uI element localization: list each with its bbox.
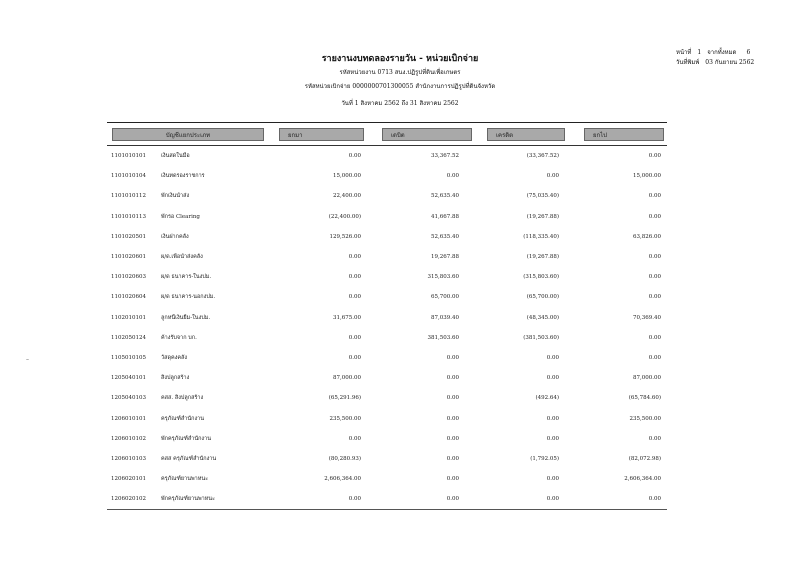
credit-value: 0.00 <box>546 435 559 442</box>
table-row <box>107 186 667 206</box>
table-row <box>107 408 667 428</box>
account-name: คสส. สิ่งปลูกสร้าง <box>161 395 204 402</box>
account-code: 1206010103 <box>111 455 146 462</box>
column-header-account: บัญชีแยกประเภท <box>112 128 264 141</box>
credit-value: 0.00 <box>546 354 559 361</box>
table-row <box>107 227 667 247</box>
account-name: พักครุภัณฑ์ยานพาหนะ <box>161 496 216 503</box>
table-row <box>107 469 667 489</box>
brought-forward-value: (80,280.93) <box>328 455 361 462</box>
table-row <box>107 429 667 449</box>
account-code: 1101020501 <box>111 233 146 240</box>
account-name: ลูกหนี้เงินยืม-ในงปม. <box>161 314 211 321</box>
brought-forward-value: 0.00 <box>348 354 361 361</box>
brought-forward-value: 0.00 <box>348 274 361 281</box>
debit-value: 19,267.88 <box>431 254 459 261</box>
carried-forward-value: 0.00 <box>648 496 661 503</box>
account-code: 1205040101 <box>111 375 146 382</box>
debit-value: 87,039.40 <box>431 314 459 321</box>
column-header-carried-forward: ยกไป <box>584 128 664 141</box>
credit-value: 0.00 <box>546 415 559 422</box>
brought-forward-value: 15,000.00 <box>333 173 361 180</box>
table-row <box>107 449 667 469</box>
debit-value: 52,635.40 <box>431 193 459 200</box>
account-code: 1101020603 <box>111 274 146 281</box>
account-code: 1206010101 <box>111 415 146 422</box>
account-code: 1105010105 <box>111 354 146 361</box>
carried-forward-value: 0.00 <box>648 193 661 200</box>
debit-value: 315,803.60 <box>427 274 459 281</box>
column-header-brought-forward: ยกมา <box>279 128 364 141</box>
column-header-debit: เดบิต <box>382 128 472 141</box>
carried-forward-value: 63,826.00 <box>633 233 661 240</box>
debit-value: 0.00 <box>446 395 459 402</box>
agency-line: รหัสหน่วยงาน 0713 สนง.ปฏิรูปที่ดินเพื่อเกษตร <box>339 69 461 76</box>
account-name: ครุภัณฑ์ยานพาหนะ <box>161 476 209 483</box>
credit-value: (65,700.00) <box>526 294 559 301</box>
page-number-row <box>676 48 754 58</box>
table-row <box>107 287 667 307</box>
brought-forward-value: 0.00 <box>348 435 361 442</box>
account-code: 1206020101 <box>111 476 146 483</box>
table-row <box>107 308 667 328</box>
account-name: ผ/ด ธนาคาร-ในงปม. <box>161 274 212 281</box>
table-row <box>107 146 667 166</box>
account-name: เงินฝากคลัง <box>161 233 189 240</box>
credit-value: (19,267.88) <box>526 213 559 220</box>
table-row <box>107 388 667 408</box>
table-row <box>107 247 667 267</box>
debit-value: 0.00 <box>446 496 459 503</box>
carried-forward-value: 0.00 <box>648 435 661 442</box>
carried-forward-value: 0.00 <box>648 354 661 361</box>
total-pages: 6 <box>746 49 751 56</box>
account-code: 1101020601 <box>111 254 146 261</box>
account-name: เงินทดรองราชการ <box>161 173 205 180</box>
column-header-credit: เครดิต <box>487 128 565 141</box>
carried-forward-value: (65,784.60) <box>628 395 661 402</box>
disbursing-unit-line: รหัสหน่วยเบิกจ่าย 0000000701300055 สำนักงานการปฏิรูปที่ดินจังหวัด <box>304 83 496 90</box>
trial-balance-table <box>107 122 667 510</box>
table-row <box>107 489 667 509</box>
brought-forward-value: 87,000.00 <box>333 375 361 382</box>
account-name: เงินสดในมือ <box>161 153 190 160</box>
carried-forward-value: 0.00 <box>648 213 661 220</box>
report-header <box>230 52 570 111</box>
print-date-row <box>676 58 754 68</box>
date-range-line: วันที่ 1 สิงหาคม 2562 ถึง 31 สิงหาคม 2562 <box>341 100 459 107</box>
brought-forward-value: 0.00 <box>348 496 361 503</box>
print-date: 03 กันยายน 2562 <box>705 59 755 66</box>
account-code: 1101010101 <box>111 153 146 160</box>
carried-forward-value: 0.00 <box>648 294 661 301</box>
carried-forward-value: 15,000.00 <box>633 173 661 180</box>
total-label: จากทั้งหมด <box>707 49 737 56</box>
debit-value: 65,700.00 <box>431 294 459 301</box>
account-code: 1205040103 <box>111 395 146 402</box>
table-row <box>107 267 667 287</box>
account-name: คสส ครุภัณฑ์สำนักงาน <box>161 455 217 462</box>
page-number: 1 <box>697 49 702 56</box>
table-row <box>107 207 667 227</box>
report-title: รายงานงบทดลองรายวัน - หน่วยเบิกจ่าย <box>321 54 479 64</box>
credit-value: (75,035.40) <box>526 193 559 200</box>
account-name: ครุภัณฑ์สำนักงาน <box>161 415 204 422</box>
brought-forward-value: 0.00 <box>348 294 361 301</box>
brought-forward-value: (22,400.00) <box>328 213 361 220</box>
brought-forward-value: 0.00 <box>348 254 361 261</box>
debit-value: 41,667.88 <box>431 213 459 220</box>
account-name: สิ่งปลูกสร้าง <box>161 375 190 382</box>
carried-forward-value: 2,606,364.00 <box>624 476 661 483</box>
carried-forward-value: 235,500.00 <box>629 415 661 422</box>
account-name: ผ/ด ธนาคาร-นอกงปม. <box>161 294 216 301</box>
page-info <box>676 48 754 68</box>
brought-forward-value: 129,526.00 <box>329 233 361 240</box>
table-row <box>107 368 667 388</box>
table-row <box>107 348 667 368</box>
credit-value: 0.00 <box>546 173 559 180</box>
account-code: 1206020102 <box>111 496 146 503</box>
debit-value: 33,367.52 <box>431 153 459 160</box>
page-label: หน้าที่ <box>676 49 692 56</box>
credit-value: (1,792.05) <box>530 455 559 462</box>
credit-value: 0.00 <box>546 496 559 503</box>
debit-value: 0.00 <box>446 476 459 483</box>
carried-forward-value: 0.00 <box>648 254 661 261</box>
credit-value: (48,345.00) <box>526 314 559 321</box>
table-row <box>107 166 667 186</box>
account-name: ผ/ด.เพื่อนำส่งคลัง <box>161 254 203 261</box>
table-row <box>107 328 667 348</box>
table-body <box>107 146 667 509</box>
credit-value: (19,267.88) <box>526 254 559 261</box>
carried-forward-value: 87,000.00 <box>633 375 661 382</box>
carried-forward-value: 0.00 <box>648 334 661 341</box>
brought-forward-value: 2,606,364.00 <box>324 476 361 483</box>
debit-value: 0.00 <box>446 435 459 442</box>
account-name: พักรอ Clearing <box>161 213 200 220</box>
brought-forward-value: 0.00 <box>348 334 361 341</box>
print-date-label: วันที่พิมพ์ <box>676 59 700 66</box>
brought-forward-value: 235,500.00 <box>329 415 361 422</box>
credit-value: 0.00 <box>546 476 559 483</box>
carried-forward-value: 0.00 <box>648 274 661 281</box>
debit-value: 0.00 <box>446 415 459 422</box>
brought-forward-value: 0.00 <box>348 153 361 160</box>
debit-value: 52,635.40 <box>431 233 459 240</box>
credit-value: (381,503.60) <box>523 334 559 341</box>
account-code: 1206010102 <box>111 435 146 442</box>
account-name: วัสดุคงคลัง <box>161 354 188 361</box>
account-code: 1101010113 <box>111 213 146 220</box>
account-code: 1101010112 <box>111 193 146 200</box>
debit-value: 0.00 <box>446 375 459 382</box>
account-code: 1101020604 <box>111 294 146 301</box>
credit-value: (33,367.52) <box>526 153 559 160</box>
brought-forward-value: 22,400.00 <box>333 193 361 200</box>
account-name: ค้างรับจาก บก. <box>161 334 197 341</box>
credit-value: 0.00 <box>546 375 559 382</box>
credit-value: (492.64) <box>535 395 559 402</box>
margin-mark: – <box>26 356 29 363</box>
debit-value: 381,503.60 <box>427 334 459 341</box>
carried-forward-value: 70,369.40 <box>633 314 661 321</box>
account-code: 1102050124 <box>111 334 146 341</box>
debit-value: 0.00 <box>446 455 459 462</box>
account-name: พักครุภัณฑ์สำนักงาน <box>161 435 211 442</box>
account-code: 1102010101 <box>111 314 146 321</box>
credit-value: (315,803.60) <box>523 274 559 281</box>
brought-forward-value: (65,291.96) <box>328 395 361 402</box>
debit-value: 0.00 <box>446 173 459 180</box>
debit-value: 0.00 <box>446 354 459 361</box>
table-header <box>107 123 667 146</box>
account-name: พักเงินนำส่ง <box>161 193 190 200</box>
brought-forward-value: 31,675.00 <box>333 314 361 321</box>
carried-forward-value: 0.00 <box>648 153 661 160</box>
carried-forward-value: (82,072.98) <box>628 455 661 462</box>
account-code: 1101010104 <box>111 173 146 180</box>
credit-value: (118,335.40) <box>523 233 559 240</box>
